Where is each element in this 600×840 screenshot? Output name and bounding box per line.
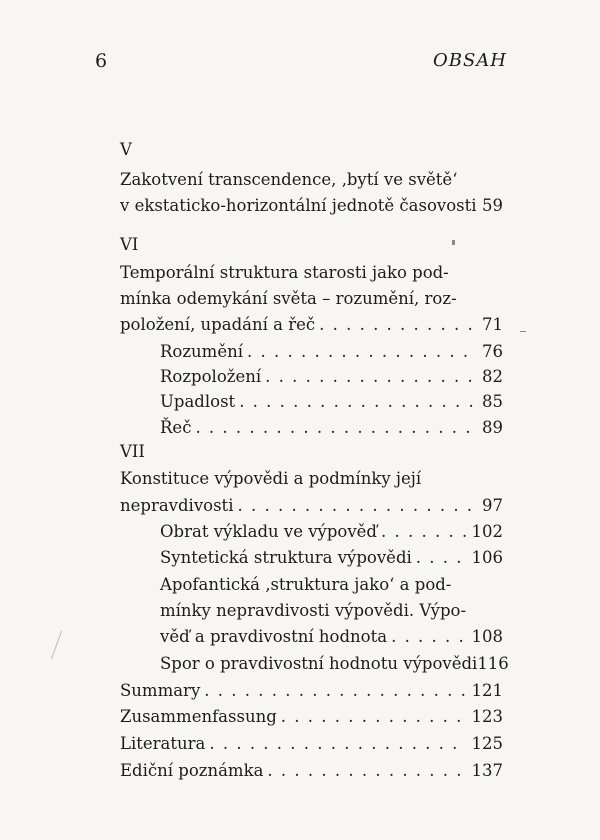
- section-numeral-v: V: [120, 140, 132, 159]
- toc-entry-label: Spor o pravdivostní hodnotu výpovědi: [160, 654, 478, 673]
- toc-entry: [120, 761, 503, 781]
- toc-entry-line: mínka odemykání světa – rozumění, roz-: [120, 289, 457, 308]
- toc-page-number: 59: [482, 196, 503, 215]
- toc-page-number: 82: [482, 367, 503, 386]
- leader-dots: [319, 315, 476, 335]
- toc-page-number: 97: [482, 496, 503, 515]
- toc-entry-label: nepravdivosti: [120, 496, 234, 515]
- leader-dots: [204, 681, 465, 701]
- toc-subentry: [160, 627, 503, 647]
- toc-entry-label: věď a pravdivostní hodnota: [160, 627, 388, 646]
- toc-entry-label: Upadlost: [160, 392, 236, 411]
- scan-speck: [520, 331, 526, 332]
- leader-dots: [391, 627, 465, 647]
- toc-entry-line: Konstituce výpovědi a podmínky její: [120, 469, 422, 488]
- toc-page-number: 76: [482, 342, 503, 361]
- toc-entry-label: Rozpoložení: [160, 367, 262, 386]
- toc-entry-label: Summary: [120, 681, 201, 700]
- toc-page-number: 106: [471, 548, 503, 567]
- leader-dots: [416, 548, 466, 568]
- scan-mark: [51, 631, 62, 660]
- leader-dots: [237, 496, 476, 516]
- running-header: OBSAH: [432, 50, 507, 71]
- toc-page-number: 116: [477, 654, 509, 673]
- leader-dots: [209, 734, 465, 754]
- toc-entry: [120, 315, 503, 335]
- leader-dots: [239, 392, 476, 412]
- toc-subentry: [160, 654, 509, 674]
- scan-speck: [452, 240, 455, 245]
- toc-entry-label: Ediční poznámka: [120, 761, 264, 780]
- leader-dots: [267, 761, 465, 781]
- toc-entry-line: Temporální struktura starosti jako pod-: [120, 263, 449, 282]
- toc-entry-label: Obrat výkladu ve výpověď: [160, 522, 377, 541]
- toc-entry: [120, 196, 503, 216]
- toc-entry-label: Literatura: [120, 734, 206, 753]
- toc-page-number: 85: [482, 392, 503, 411]
- toc-entry-label: Rozumění: [160, 342, 243, 361]
- leader-dots: [281, 707, 466, 727]
- toc-page-number: 125: [471, 734, 503, 753]
- toc-entry-line: Zakotvení transcendence, ‚bytí ve světě‘: [120, 170, 458, 189]
- toc-entry: [120, 496, 503, 516]
- toc-entry: [120, 681, 503, 701]
- toc-page-number: 89: [482, 418, 503, 437]
- toc-subentry: [160, 342, 503, 362]
- toc-subentry: [160, 418, 503, 438]
- leader-dots: [265, 367, 476, 387]
- leader-dots: [381, 522, 466, 542]
- leader-dots: [247, 342, 476, 362]
- toc-entry: [120, 734, 503, 754]
- toc-entry-line: mínky nepravdivosti výpovědi. Výpo-: [160, 601, 467, 620]
- toc-entry: [120, 707, 503, 727]
- toc-page-number: 102: [471, 522, 503, 541]
- toc-entry-label: Syntetická struktura výpovědi: [160, 548, 412, 567]
- leader-dots: [195, 418, 476, 438]
- toc-subentry: [160, 548, 503, 568]
- toc-subentry: [160, 392, 503, 412]
- toc-entry-line: Apofantická ‚struktura jako‘ a pod-: [160, 575, 452, 594]
- toc-page-number: 121: [471, 681, 503, 700]
- toc-page-number: 123: [471, 707, 503, 726]
- toc-page-number: 71: [482, 315, 503, 334]
- toc-entry-label: v ekstaticko-horizontální jednotě časovosti: [120, 196, 477, 215]
- page-number: 6: [95, 50, 108, 72]
- toc-page-number: 108: [471, 627, 503, 646]
- section-numeral-vii: VII: [120, 442, 145, 461]
- toc-subentry: [160, 522, 503, 542]
- toc-subentry: [160, 367, 503, 387]
- toc-entry-label: Řeč: [160, 418, 192, 437]
- toc-page-number: 137: [471, 761, 503, 780]
- section-numeral-vi: VI: [120, 235, 139, 254]
- toc-entry-label: Zusammenfassung: [120, 707, 277, 726]
- toc-entry-label: položení, upadání a řeč: [120, 315, 316, 334]
